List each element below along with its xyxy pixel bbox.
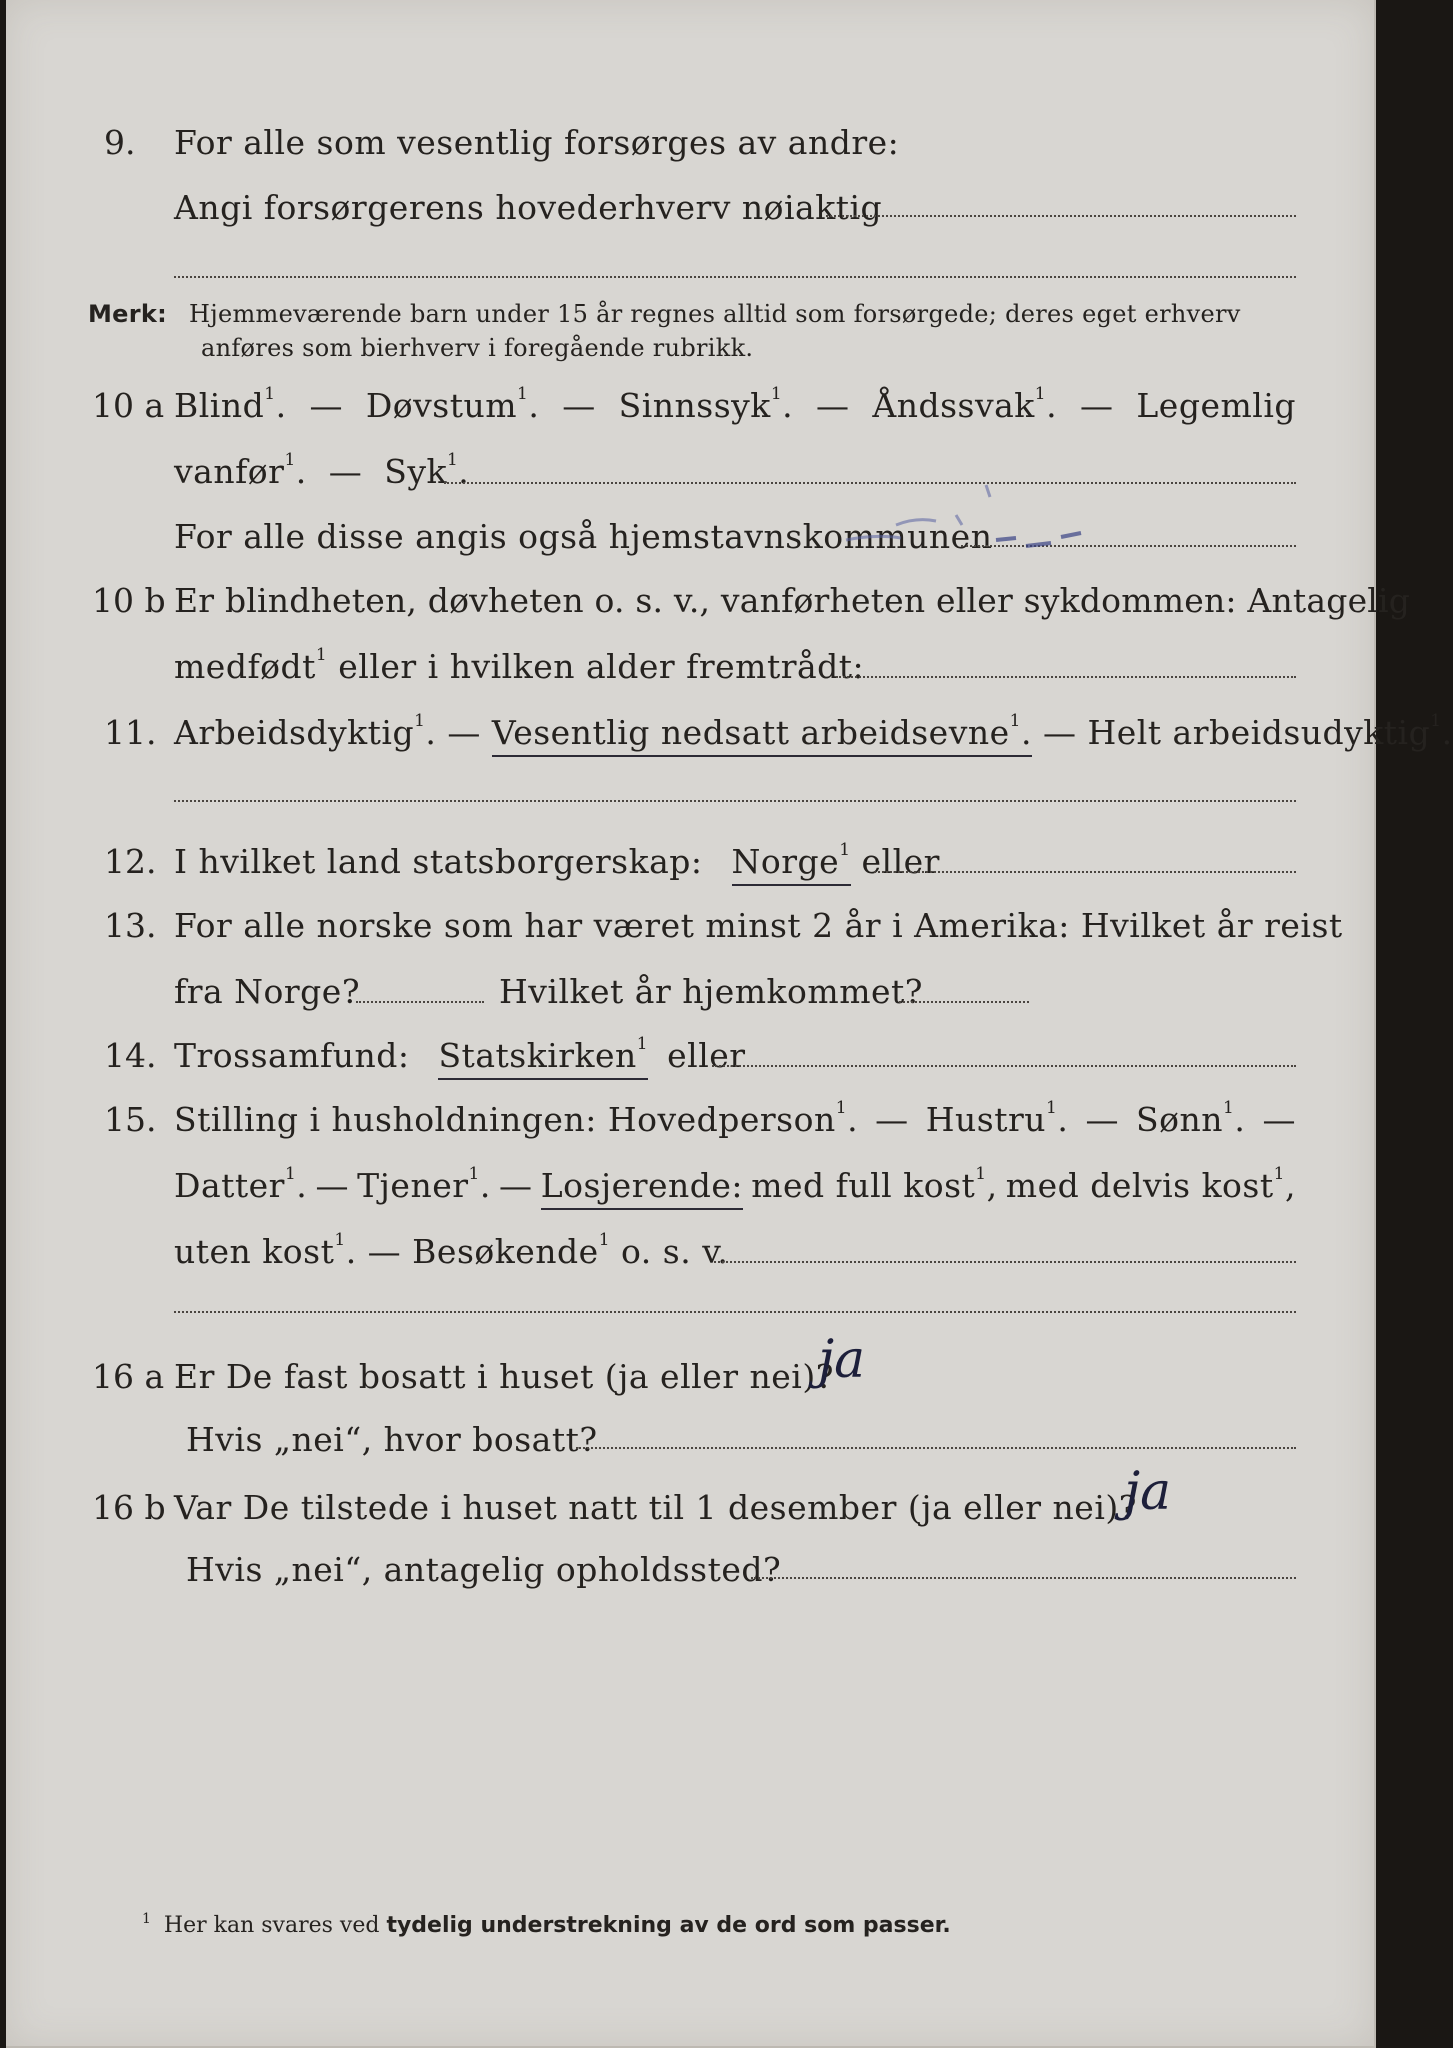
q16a-answer-handwritten[interactable]: ja [818,1330,866,1390]
option-losjerende[interactable]: Losjerende: [541,1166,743,1210]
q11-number: 11. [104,713,157,752]
q10a-line2: vanfør$^1$. — Syk$^1$. [174,450,470,491]
q16a-line1: Er De fast bosatt i huset (ja eller nei)? [174,1357,834,1396]
q16a-number: 16 a [92,1357,165,1396]
q14-eller: eller [667,1036,746,1075]
q16b-line1: Var De tilstede i huset natt til 1 desember (ja eller nei)? [174,1488,1137,1527]
census-form-page [6,0,1453,2048]
footnote-plain: Her kan svares ved [163,1913,380,1938]
q9-line2: Angi forsørgerens hovederhverv nøiaktig [174,188,883,227]
q9-answer-line-2[interactable] [174,276,1296,278]
q14-line [174,1036,746,1075]
q10b-line1: Er blindheten, døvheten o. s. v., vanførheten eller sykdommen: Antagelig [174,581,1411,620]
q15-line3: uten kost$^1$. — Besøkende$^1$ o. s. v. [174,1230,729,1271]
q13-hjem: Hvilket år hjemkommet? [499,972,923,1011]
q9-number: 9. [104,123,136,162]
option-delvis-kost[interactable]: med delvis kost [1005,1166,1274,1205]
merk-label: Merk: [88,300,168,328]
q16b-line2: Hvis „nei“, antagelig opholdssted? [186,1550,782,1589]
q13-number: 13. [104,906,157,945]
option-legemlig[interactable]: Legemlig [1136,386,1296,425]
q9-answer-line[interactable] [826,215,1296,217]
option-syk[interactable]: Syk [384,452,447,491]
q16b-number: 16 b [92,1488,166,1527]
option-hovedperson[interactable]: Stilling i husholdningen: Hovedperson [174,1100,836,1139]
q10a-line1: Blind$^1$. — Døvstum$^1$. — Sinnssyk$^1$. — Åndssvak$^1$. — Legemlig [174,384,1296,425]
option-andssvak[interactable]: Åndssvak [872,386,1035,425]
q12-answer-line[interactable] [874,871,1296,873]
q12-line [174,842,940,881]
option-datter[interactable]: Datter [174,1166,285,1205]
q13-reist-line[interactable] [356,1001,484,1003]
option-vesentlig-nedsatt[interactable]: Vesentlig nedsatt arbeidsevne$^1$. [492,713,1032,757]
q12-number: 12. [104,842,157,881]
q14-number: 14. [104,1036,157,1075]
q15-number: 15. [104,1100,157,1139]
q13-fra: fra Norge? [174,972,361,1011]
option-besokende[interactable]: Besøkende [412,1232,599,1271]
option-full-kost[interactable]: med full kost [751,1166,976,1205]
q16a-line2: Hvis „nei“, hvor bosatt? [186,1420,598,1459]
option-statskirken[interactable]: Statskirken$^1$ [438,1036,648,1080]
q16b-answer-handwritten[interactable]: ja [1124,1462,1172,1522]
q9-line1: For alle som vesentlig forsørges av andre: [174,123,900,162]
q13-hjemkommet-line[interactable] [899,1001,1029,1003]
q14-text: Trossamfund: [174,1036,410,1075]
footnote-bold: tydelig understrekning av de ord som passer. [386,1913,951,1938]
q15-osv: o. s. v. [621,1232,729,1271]
q10b-line2-rest: eller i hvilken alder fremtrådt: [338,647,865,686]
q14-answer-line[interactable] [712,1065,1296,1067]
option-tjener[interactable]: Tjener [357,1166,469,1205]
option-uten-kost[interactable]: uten kost [174,1232,335,1271]
faint-ink-smudge [826,455,1146,565]
q16a-answer-line[interactable] [576,1447,1296,1449]
q11-answer-line[interactable] [174,800,1296,802]
option-hustru[interactable]: Hustru [925,1100,1047,1139]
option-vanfor[interactable]: vanfør [174,452,285,491]
option-dovstum[interactable]: Døvstum [365,386,518,425]
q15-line1: Stilling i husholdningen: Hovedperson$^1$. — Hustru$^1$. — Sønn$^1$. — [174,1098,1296,1139]
option-blind[interactable]: Blind [174,386,265,425]
q15-answer-line-2[interactable] [174,1311,1296,1313]
q12-text: I hvilket land statsborgerskap: [174,842,703,881]
q10b-number: 10 b [92,581,166,620]
option-arbeidsdyktig[interactable]: Arbeidsdyktig [174,713,415,752]
q15-line2: Datter$^1$. — Tjener$^1$. — Losjerende: med full kost$^1$, med delvis kost$^1$, [174,1166,1296,1210]
merk-note-line2: anføres som bierhverv i foregående rubrikk. [201,334,754,362]
q10b-answer-line[interactable] [836,676,1296,678]
option-sinnssyk[interactable]: Sinnssyk [618,386,771,425]
merk-text1: Hjemmeværende barn under 15 år regnes alltid som forsørgede; deres eget erhverv [189,300,1241,328]
q10a-line3: For alle disse angis også hjemstavnskommunen [174,517,993,556]
option-helt-arbeidsudyktig[interactable]: Helt arbeidsudyktig [1087,713,1431,752]
q11-line: Arbeidsdyktig$^1$. — Vesentlig nedsatt arbeidsevne$^1$. — Helt arbeidsudyktig$^1$. [174,713,1453,752]
option-medfodt[interactable]: medfødt [174,647,316,686]
merk-note-line1 [88,300,1241,328]
option-norge[interactable]: Norge$^1$ [732,842,851,886]
q16b-answer-line[interactable] [751,1577,1296,1579]
footnote-mark: 1 [142,1911,151,1927]
q15-answer-line[interactable] [714,1261,1296,1263]
q10b-line2: medfødt$^1$ eller i hvilken alder fremtrådt: [174,645,865,686]
footnote [142,1913,951,1938]
option-sonn[interactable]: Sønn [1136,1100,1224,1139]
q13-line1: For alle norske som har været minst 2 år i Amerika: Hvilket år reist [174,906,1343,945]
q10a-number: 10 a [92,386,165,425]
q12-eller: eller [861,842,940,881]
